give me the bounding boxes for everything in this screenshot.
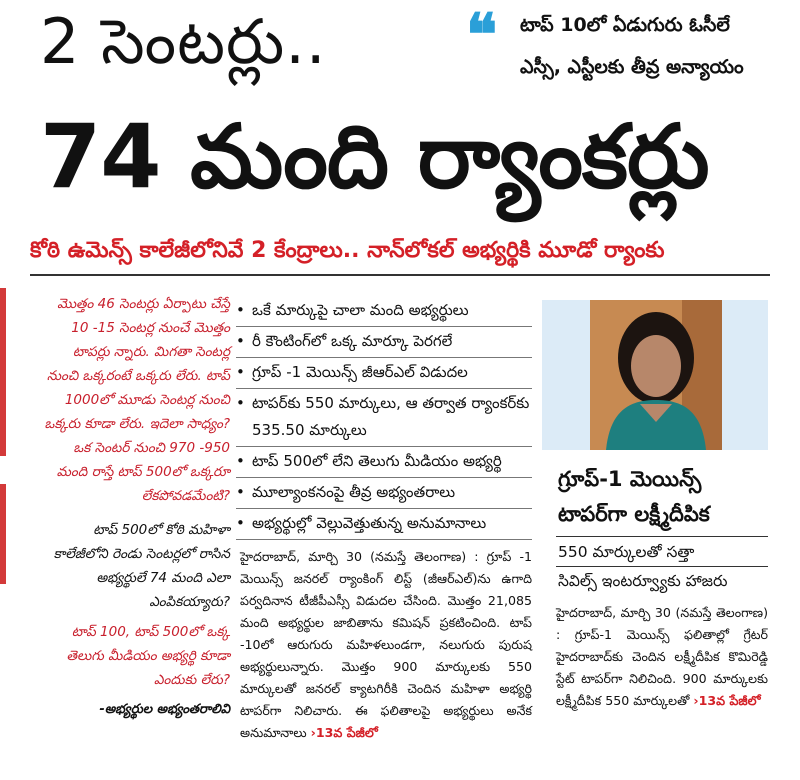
bullet-icon: • [236, 301, 245, 319]
bullet-text: గ్రూప్ -1 మెయిన్స్ జీఆర్ఎల్ విడుదల [252, 363, 468, 381]
left-para-1: మొత్తం 46 సెంటర్లు ఏర్పాటు చేస్తే 10 -15 సెంటర్ల నుంచే మొత్తం టాపర్లు న్నారు. మిగతా సెంటర్ల నుంచి ఒక్కరంటే ఒక్కరు లేరు. టాప్ 1000లో మూడు సెంటర్ల నుంచి ఒక్కరు కూడా లేరు. ఇదెలా సాధ్యం? ఒక సెంటర్ నుంచి 970 -950 మంది రాస్తే టాప్ 500లో ఒక్కరూ లేకపోవడమేంటి? [44, 296, 230, 504]
profile-photo [590, 300, 722, 450]
profile-body [556, 602, 768, 712]
bullet-text: టాపర్‌కు 550 మార్కులు, ఆ తర్వాత ర్యాంకర్‌కు 535.50 మార్కులు [252, 394, 530, 439]
side-quote-line1: టాప్ 10లో ఏడుగురు ఓసీలే [520, 14, 730, 36]
bullet-icon: • [236, 332, 245, 350]
side-quote-line2: ఎస్సీ, ఎస్టీలకు తీవ్ర అన్యాయం [520, 56, 744, 78]
portrait-image [590, 300, 722, 450]
subheadline: కోఠి ఉమెన్స్ కాలేజీలోనివే 2 కేంద్రాలు.. నాన్‌లోకల్ అభ్యర్థికి మూడో ర్యాంకు [30, 238, 665, 263]
divider [30, 274, 770, 276]
bullet-text: రీ కౌంటింగ్‌లో ఒక్క మార్కూ పెరగలే [252, 332, 453, 350]
article-body [240, 546, 532, 744]
bullet-text: టాప్ 500లో లేని తెలుగు మీడియం అభ్యర్థి [252, 452, 502, 470]
adjacent-page-edge [0, 484, 6, 584]
bullet-item [236, 296, 532, 327]
profile-continued-link[interactable]: 13వ పేజీలో [698, 693, 761, 708]
article-text: హైదరాబాద్, మార్చి 30 (నమస్తే తెలంగాణ) : గ్రూప్ -1 మెయిన్స్ జనరల్ ర్యాంకింగ్ లిస్ట్ (జీఆర్ఎల్)ను ఉగాది పర్వదినాన టీజీపీఎస్సీ విడుదల చేసింది. మొత్తం 21,085 మంది అభ్యర్థుల జాబితాను కమిషన్ ప్రకటించింది. టాప్ -10లో ఆరుగురు మహిళలుండగా, నలుగురు పురుష అభ్యర్థులున్నారు. మొత్తం 900 మార్కులకు 550 మార్కులతో జనరల్ క్యాటగిరీకి చెందిన మహిళా అభ్యర్థి టాపర్‌గా నిలిచారు. ఈ ఫలితాలపై అభ్యర్థులు అనేక అనుమానాలు [240, 549, 532, 740]
bullet-icon: • [236, 394, 245, 412]
divider [556, 566, 768, 567]
bullet-text: ఒకే మార్కుపై చాలా మంది అభ్యర్థులు [252, 301, 469, 319]
bullet-icon: • [236, 483, 245, 501]
profile-text: హైదరాబాద్, మార్చి 30 (నమస్తే తెలంగాణ) : గ్రూప్-1 మెయిన్స్ ఫలితాల్లో గ్రేటర్ హైదరాబాద్‌కు చెందిన లక్ష్మీదీపిక కొమిరెడ్డి స్టేట్ టాపర్‌గా నిలిచింది. 900 మార్కులకు లక్ష్మీదీపిక 550 మార్కులతో [556, 605, 768, 708]
signature: -అభ్యర్థుల అభ్యంతరాలివి [99, 702, 230, 717]
adjacent-page-edge [0, 288, 6, 456]
bullet-item [236, 327, 532, 358]
continued-icon: › [310, 725, 316, 740]
bullet-icon: • [236, 452, 245, 470]
profile-photo-box [542, 300, 768, 450]
left-column [40, 292, 230, 720]
bullet-list [236, 296, 532, 540]
bullet-item [236, 447, 532, 478]
divider [556, 536, 768, 537]
bullet-item [236, 389, 532, 447]
left-para-2: టాప్ 500లో కోఠి మహిళా కాలేజీలోని రెండు సెంటర్లలో రాసిన అభ్యర్థులే 74 మంది ఎలా ఎంపికయ్యారు? [53, 522, 230, 610]
bullet-text: అభ్యర్థుల్లో వెల్లువెత్తుతున్న అనుమానాలు [252, 514, 487, 532]
quote-icon: ❝ [466, 1, 498, 69]
bullet-item [236, 358, 532, 389]
profile-caption: గ్రూప్-1 మెయిన్స్ టాపర్‌గా లక్ష్మీదీపిక [558, 467, 710, 526]
bullet-item [236, 478, 532, 509]
headline-line2: 74 మంది ర్యాంకర్లు [40, 105, 709, 208]
bullet-icon: • [236, 514, 245, 532]
left-para-3: టాప్ 100, టాప్ 500లో ఒక్క తెలుగు మీడియం అభ్యర్థి కూడా ఎందుకు లేరు? [66, 624, 230, 688]
continued-link[interactable]: 13వ పేజీలో [315, 725, 378, 740]
profile-sub-2: సివిల్స్ ఇంటర్వ్యూకు హాజరు [558, 572, 728, 590]
bullet-text: మూల్యాంకనంపై తీవ్ర అభ్యంతరాలు [252, 483, 456, 501]
profile-sub-1: 550 మార్కులతో సత్తా [558, 543, 695, 561]
continued-icon: › [693, 693, 699, 708]
bullet-item [236, 509, 532, 540]
bullet-icon: • [236, 363, 245, 381]
headline-line1: 2 సెంటర్లు.. [40, 5, 327, 78]
